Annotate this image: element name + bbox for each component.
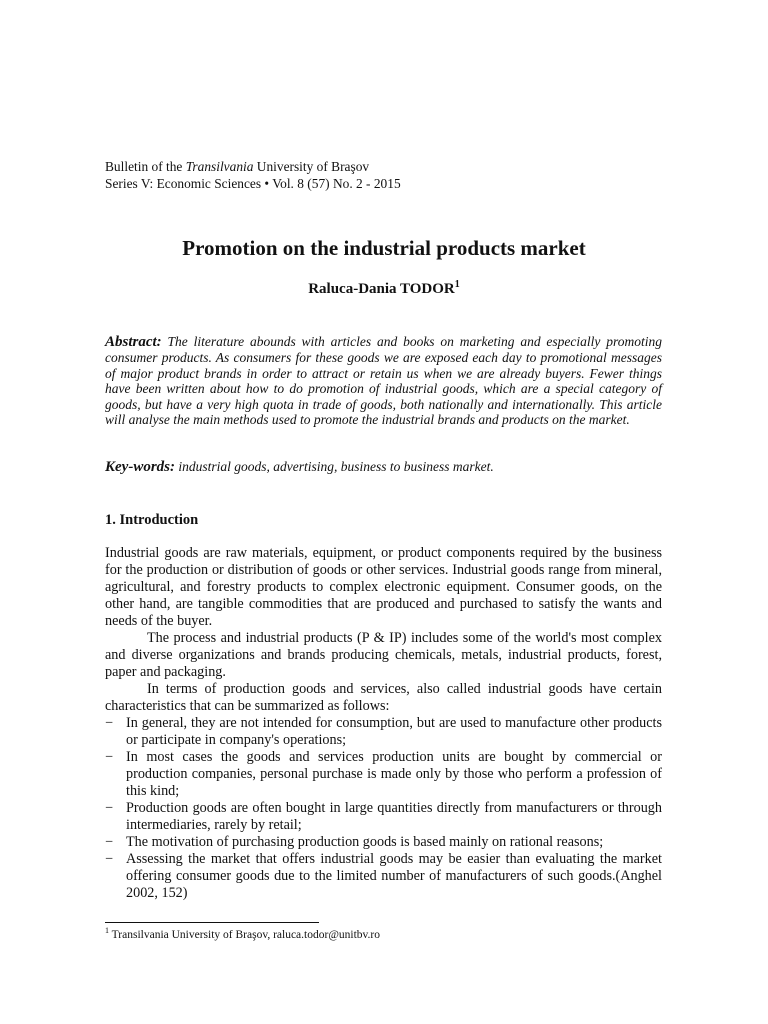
author-name: Raluca-Dania TODOR [308,281,455,297]
paragraph: The process and industrial products (P & IP) includes some of the world's most complex and diverse organizations and brands producing chemicals, metals, industrial products, forest, paper and packaging. [105,630,662,680]
list-item-text: Production goods are often bought in large quantities directly from manufacturers or through intermediaries, rarely by retail; [126,800,662,833]
journal-name-prefix: Bulletin of the [105,159,186,174]
paragraph: In terms of production goods and services, also called industrial goods have certain characteristics that can be summarized as follows: [105,681,662,714]
journal-name-emphasis: Transilvania [185,159,254,174]
journal-name-suffix: University of Braşov [253,159,370,174]
keywords-text: industrial goods, advertising, business to business market. [175,459,494,474]
list-item [105,851,662,902]
list-item-text: In most cases the goods and services production units are bought by commercial or production companies, personal purchase is made only by those who perform a profession of this kind; [126,749,662,799]
abstract [105,334,662,427]
keywords-label: Key-words: [105,459,175,475]
footnote [105,926,381,941]
paper-title: Promotion on the industrial products market [182,236,586,260]
list-item [105,834,662,851]
paragraph: Industrial goods are raw materials, equipment, or product components required by the business for the production or distribution of goods or other services. Industrial goods range from mineral, agricultural, and forestry products to complex electronic equipment. Consumer goods, on the other hand, are tangible commodities that are produced and purchased to satisfy the wants and needs of the buyer. [105,545,662,629]
list-item [105,800,662,834]
author-line [0,281,768,298]
journal-series-line: Series V: Economic Sciences • Vol. 8 (57) No. 2 - 2015 [105,176,401,191]
list-item-text: In general, they are not intended for consumption, but are used to manufacture other products or participate in company's operations; [126,715,662,748]
dash-bullet: − [105,749,114,765]
list-item-text: Assessing the market that offers industrial goods may be easier than evaluating the market offering consumer goods due to the limited number of manufacturers of such goods.(Anghel 2002, 152) [126,851,662,901]
characteristics-list [105,715,662,902]
journal-header [105,158,401,192]
list-item-text: The motivation of purchasing production goods is based mainly on rational reasons; [126,834,604,850]
author-footnote-mark: 1 [454,279,460,290]
abstract-label: Abstract: [105,334,162,350]
footnote-divider [105,922,319,923]
section-heading: 1. Introduction [105,512,199,528]
body-text [105,545,662,902]
abstract-text: The literature abounds with articles and books on marketing and especially promoting consumer products. As consumers for these goods we are exposed each day to promotional messages of major product brands in order to attract or retain us when we are already buyers. Fewer things have been written about how to do promotion of industrial goods, which are a special category of goods, but have a very high quota in trade of goods, both nationally and internationally. This article will analyse the main methods used to promote the industrial brands and products on the market. [105,334,662,428]
dash-bullet: − [105,851,114,867]
list-item [105,715,662,749]
footnote-text: Transilvania University of Braşov, raluca.todor@unitbv.ro [109,929,381,941]
footnote-mark: 1 [105,926,109,936]
dash-bullet: − [105,800,114,816]
dash-bullet: − [105,715,114,731]
dash-bullet: − [105,834,114,850]
journal-title-line [105,158,401,175]
keywords [105,459,662,476]
list-item [105,749,662,800]
